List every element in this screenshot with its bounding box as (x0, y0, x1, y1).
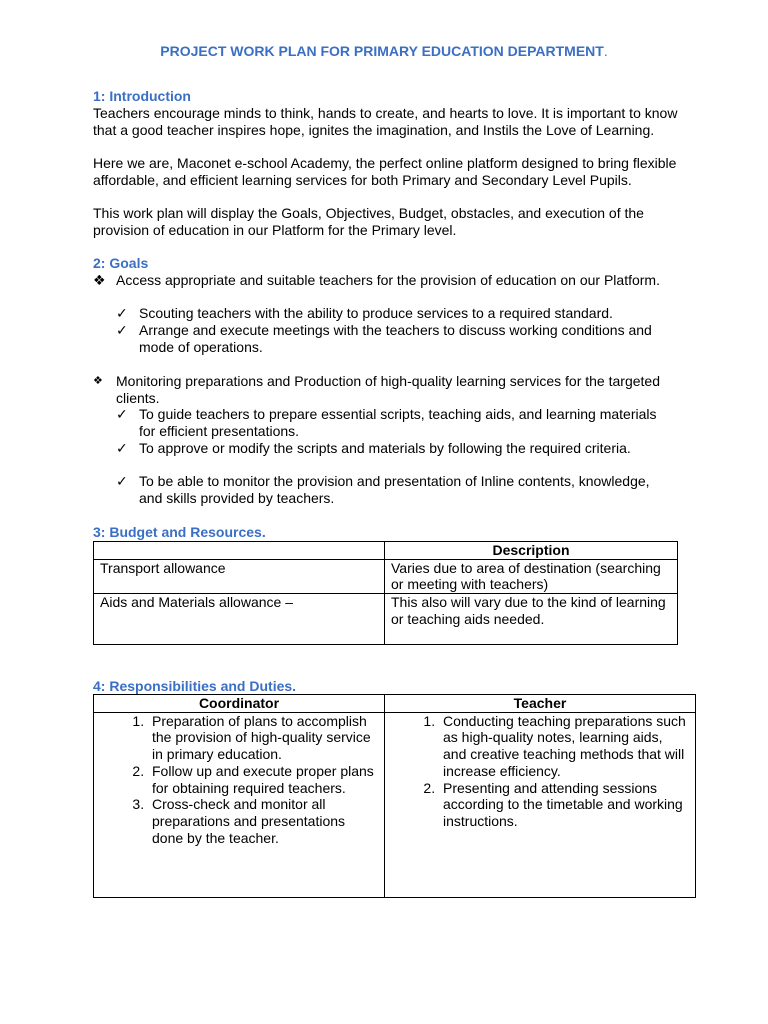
goal-1 (93, 272, 683, 289)
table-row (94, 712, 696, 897)
duties-heading: 4: Responsibilities and Duties. (93, 678, 297, 694)
goal-1-sub-1: ✓ Scouting teachers with the ability to produce services to a required standard. (116, 305, 613, 321)
teacher-list (391, 713, 689, 830)
check-icon: ✓ (116, 322, 128, 338)
goal-1-sub-2: ✓ Arrange and execute meetings with the teachers to discuss working conditions and mode of operations. (116, 322, 652, 355)
list-item: 2. Presenting and attending sessions according to the timetable and working instructions. (439, 780, 689, 830)
table-row: Aids and Materials allowance – This also will vary due to the kind of learning or teaching aids needed. (94, 594, 678, 645)
intro-paragraph-3: This work plan will display the Goals, Objectives, Budget, obstacles, and execution of the provision of education in our Platform for the Primary level. (93, 205, 644, 238)
table-header-row (94, 542, 678, 560)
list-item: 2. Follow up and execute proper plans for obtaining required teachers. (148, 763, 378, 796)
goal-2-sub-2: ✓ To approve or modify the scripts and materials by following the required criteria. (116, 440, 631, 456)
table-row: Transport allowance Varies due to area of destination (searching or meeting with teachers) (94, 559, 678, 593)
check-icon: ✓ (116, 305, 128, 321)
goal-1-text: Access appropriate and suitable teachers for the provision of education on our Platform. (116, 272, 660, 288)
description-header: Description (385, 542, 678, 560)
check-icon: ✓ (116, 406, 128, 422)
list-item: 3. Cross-check and monitor all preparations and presentations done by the teacher. (148, 796, 378, 846)
goal-2 (93, 373, 683, 406)
intro-paragraph-2: Here we are, Maconet e-school Academy, the perfect online platform designed to bring flexible affordable, and efficient learning services for both Primary and Secondary Level Pupils. (93, 155, 677, 188)
budget-table (93, 541, 678, 645)
list-item: 1. Preparation of plans to accomplish the provision of high-quality service in primary education. (148, 713, 378, 763)
diamond-bullet-icon: ❖ (93, 272, 106, 288)
teacher-header: Teacher (385, 695, 696, 713)
check-icon: ✓ (116, 440, 128, 456)
intro-heading: 1: Introduction (93, 88, 191, 104)
list-item: 1. Conducting teaching preparations such as high-quality notes, learning aids, and creative teaching methods that will increase efficiency. (439, 713, 689, 780)
check-icon: ✓ (116, 473, 128, 489)
diamond-bullet-icon: ❖ (93, 375, 103, 387)
document-title: PROJECT WORK PLAN FOR PRIMARY EDUCATION DEPARTMENT. (160, 43, 608, 59)
coordinator-header: Coordinator (94, 695, 385, 713)
coordinator-list (100, 713, 378, 847)
goals-heading: 2: Goals (93, 255, 149, 271)
table-header-row (94, 695, 696, 713)
duties-table (93, 694, 696, 898)
budget-heading: 3: Budget and Resources. (93, 524, 266, 540)
goal-2-text: Monitoring preparations and Production of high-quality learning services for the targeted clients. (116, 373, 660, 406)
goal-2-sub-1: ✓ To guide teachers to prepare essential scripts, teaching aids, and learning materials for efficient presentations. (116, 406, 657, 439)
goal-2-sub-3: ✓ To be able to monitor the provision and presentation of Inline contents, knowledge, and skills provided by teachers. (116, 473, 650, 506)
intro-paragraph-1: Teachers encourage minds to think, hands to create, and hearts to love. It is important to know that a good teacher inspires hope, ignites the imagination, and Instils the Love of Learning. (93, 105, 678, 138)
